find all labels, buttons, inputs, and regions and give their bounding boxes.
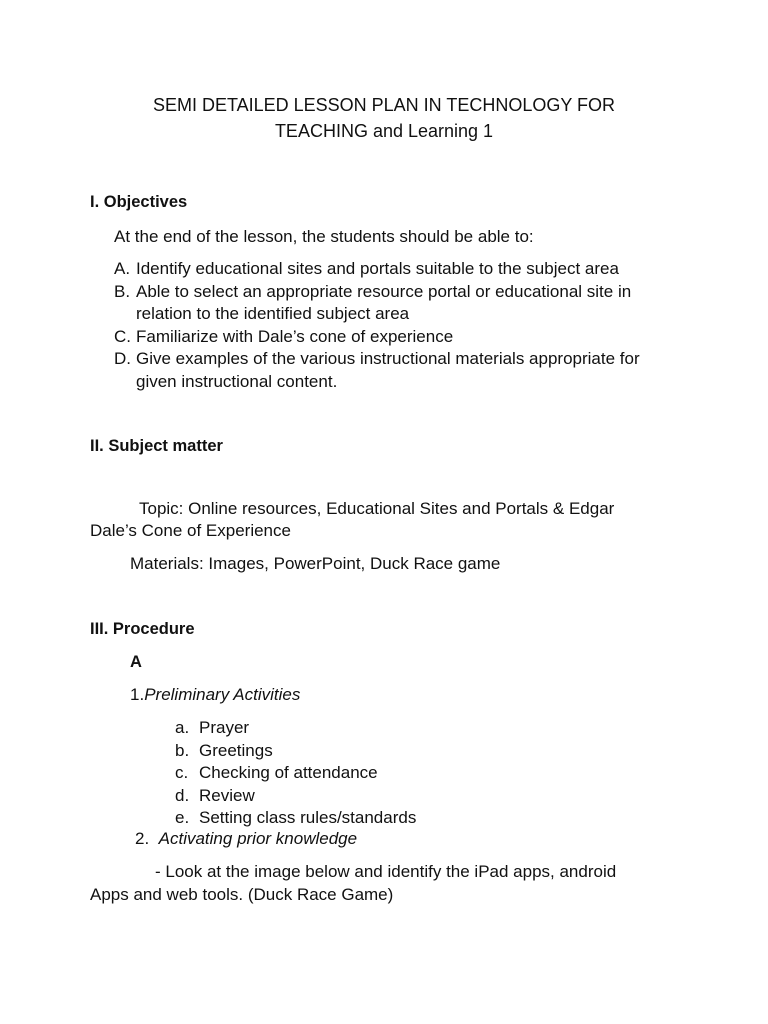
objective-text: Give examples of the various instructional materials appropriate for — [136, 349, 640, 368]
objective-text: Identify educational sites and portals suitable to the subject area — [136, 259, 619, 278]
title-line-1: SEMI DETAILED LESSON PLAN IN TECHNOLOGY FOR — [152, 95, 616, 115]
activity-marker: e. — [175, 808, 190, 827]
subject-matter-heading: II. Subject matter — [90, 437, 223, 455]
objective-item — [114, 348, 714, 393]
step-1-title: Preliminary Activities — [144, 685, 301, 704]
activity-item — [175, 785, 575, 808]
objective-text: Able to select an appropriate resource portal or educational site in — [136, 281, 632, 301]
preliminary-activities-list — [175, 717, 575, 830]
step-2-instruction-line-2: Apps and web tools. (Duck Race Game) — [90, 885, 394, 904]
objective-marker: D. — [114, 349, 131, 368]
procedure-part-label: A — [130, 653, 142, 671]
objectives-intro: At the end of the lesson, the students should be able to: — [114, 227, 534, 246]
step-2-title: Activating prior knowledge — [158, 829, 358, 848]
objective-text-continued: given instructional content. — [136, 371, 338, 391]
activity-text: Checking of attendance — [199, 763, 378, 782]
objectives-list — [114, 258, 714, 393]
activity-marker: b. — [175, 740, 190, 760]
objective-item — [114, 326, 714, 349]
activity-item — [175, 762, 575, 785]
objective-text-continued: relation to the identified subject area — [136, 304, 410, 323]
activity-marker: a. — [175, 718, 190, 737]
step-2-number: 2. — [135, 829, 150, 848]
activity-item — [175, 807, 575, 830]
materials-line: Materials: Images, PowerPoint, Duck Race game — [130, 554, 501, 573]
activity-text: Prayer — [199, 718, 250, 737]
objective-marker: B. — [114, 281, 131, 301]
activity-marker: c. — [175, 763, 189, 782]
activity-text: Greetings — [199, 740, 273, 760]
step-2-heading — [135, 829, 357, 849]
step-1-number: 1. — [130, 685, 145, 704]
objective-marker: C. — [114, 326, 131, 346]
objective-item — [114, 281, 714, 326]
topic-line-1: Topic: Online resources, Educational Sites and Portals & Edgar — [139, 499, 615, 518]
objective-text: Familiarize with Dale’s cone of experience — [136, 326, 454, 346]
document-title — [0, 92, 768, 144]
activity-item — [175, 740, 575, 763]
step-1-heading — [130, 685, 300, 705]
objective-item — [114, 258, 714, 281]
title-line-2: TEACHING and Learning 1 — [274, 121, 494, 141]
activity-text: Setting class rules/standards — [199, 808, 417, 827]
topic-line-2: Dale’s Cone of Experience — [90, 521, 291, 540]
procedure-heading: III. Procedure — [90, 620, 195, 638]
step-2-instruction-line-1: - Look at the image below and identify the iPad apps, android — [155, 862, 617, 881]
objectives-heading: I. Objectives — [90, 193, 188, 211]
objective-marker: A. — [114, 259, 131, 278]
activity-item — [175, 717, 575, 740]
activity-text: Review — [199, 785, 255, 805]
activity-marker: d. — [175, 785, 190, 805]
